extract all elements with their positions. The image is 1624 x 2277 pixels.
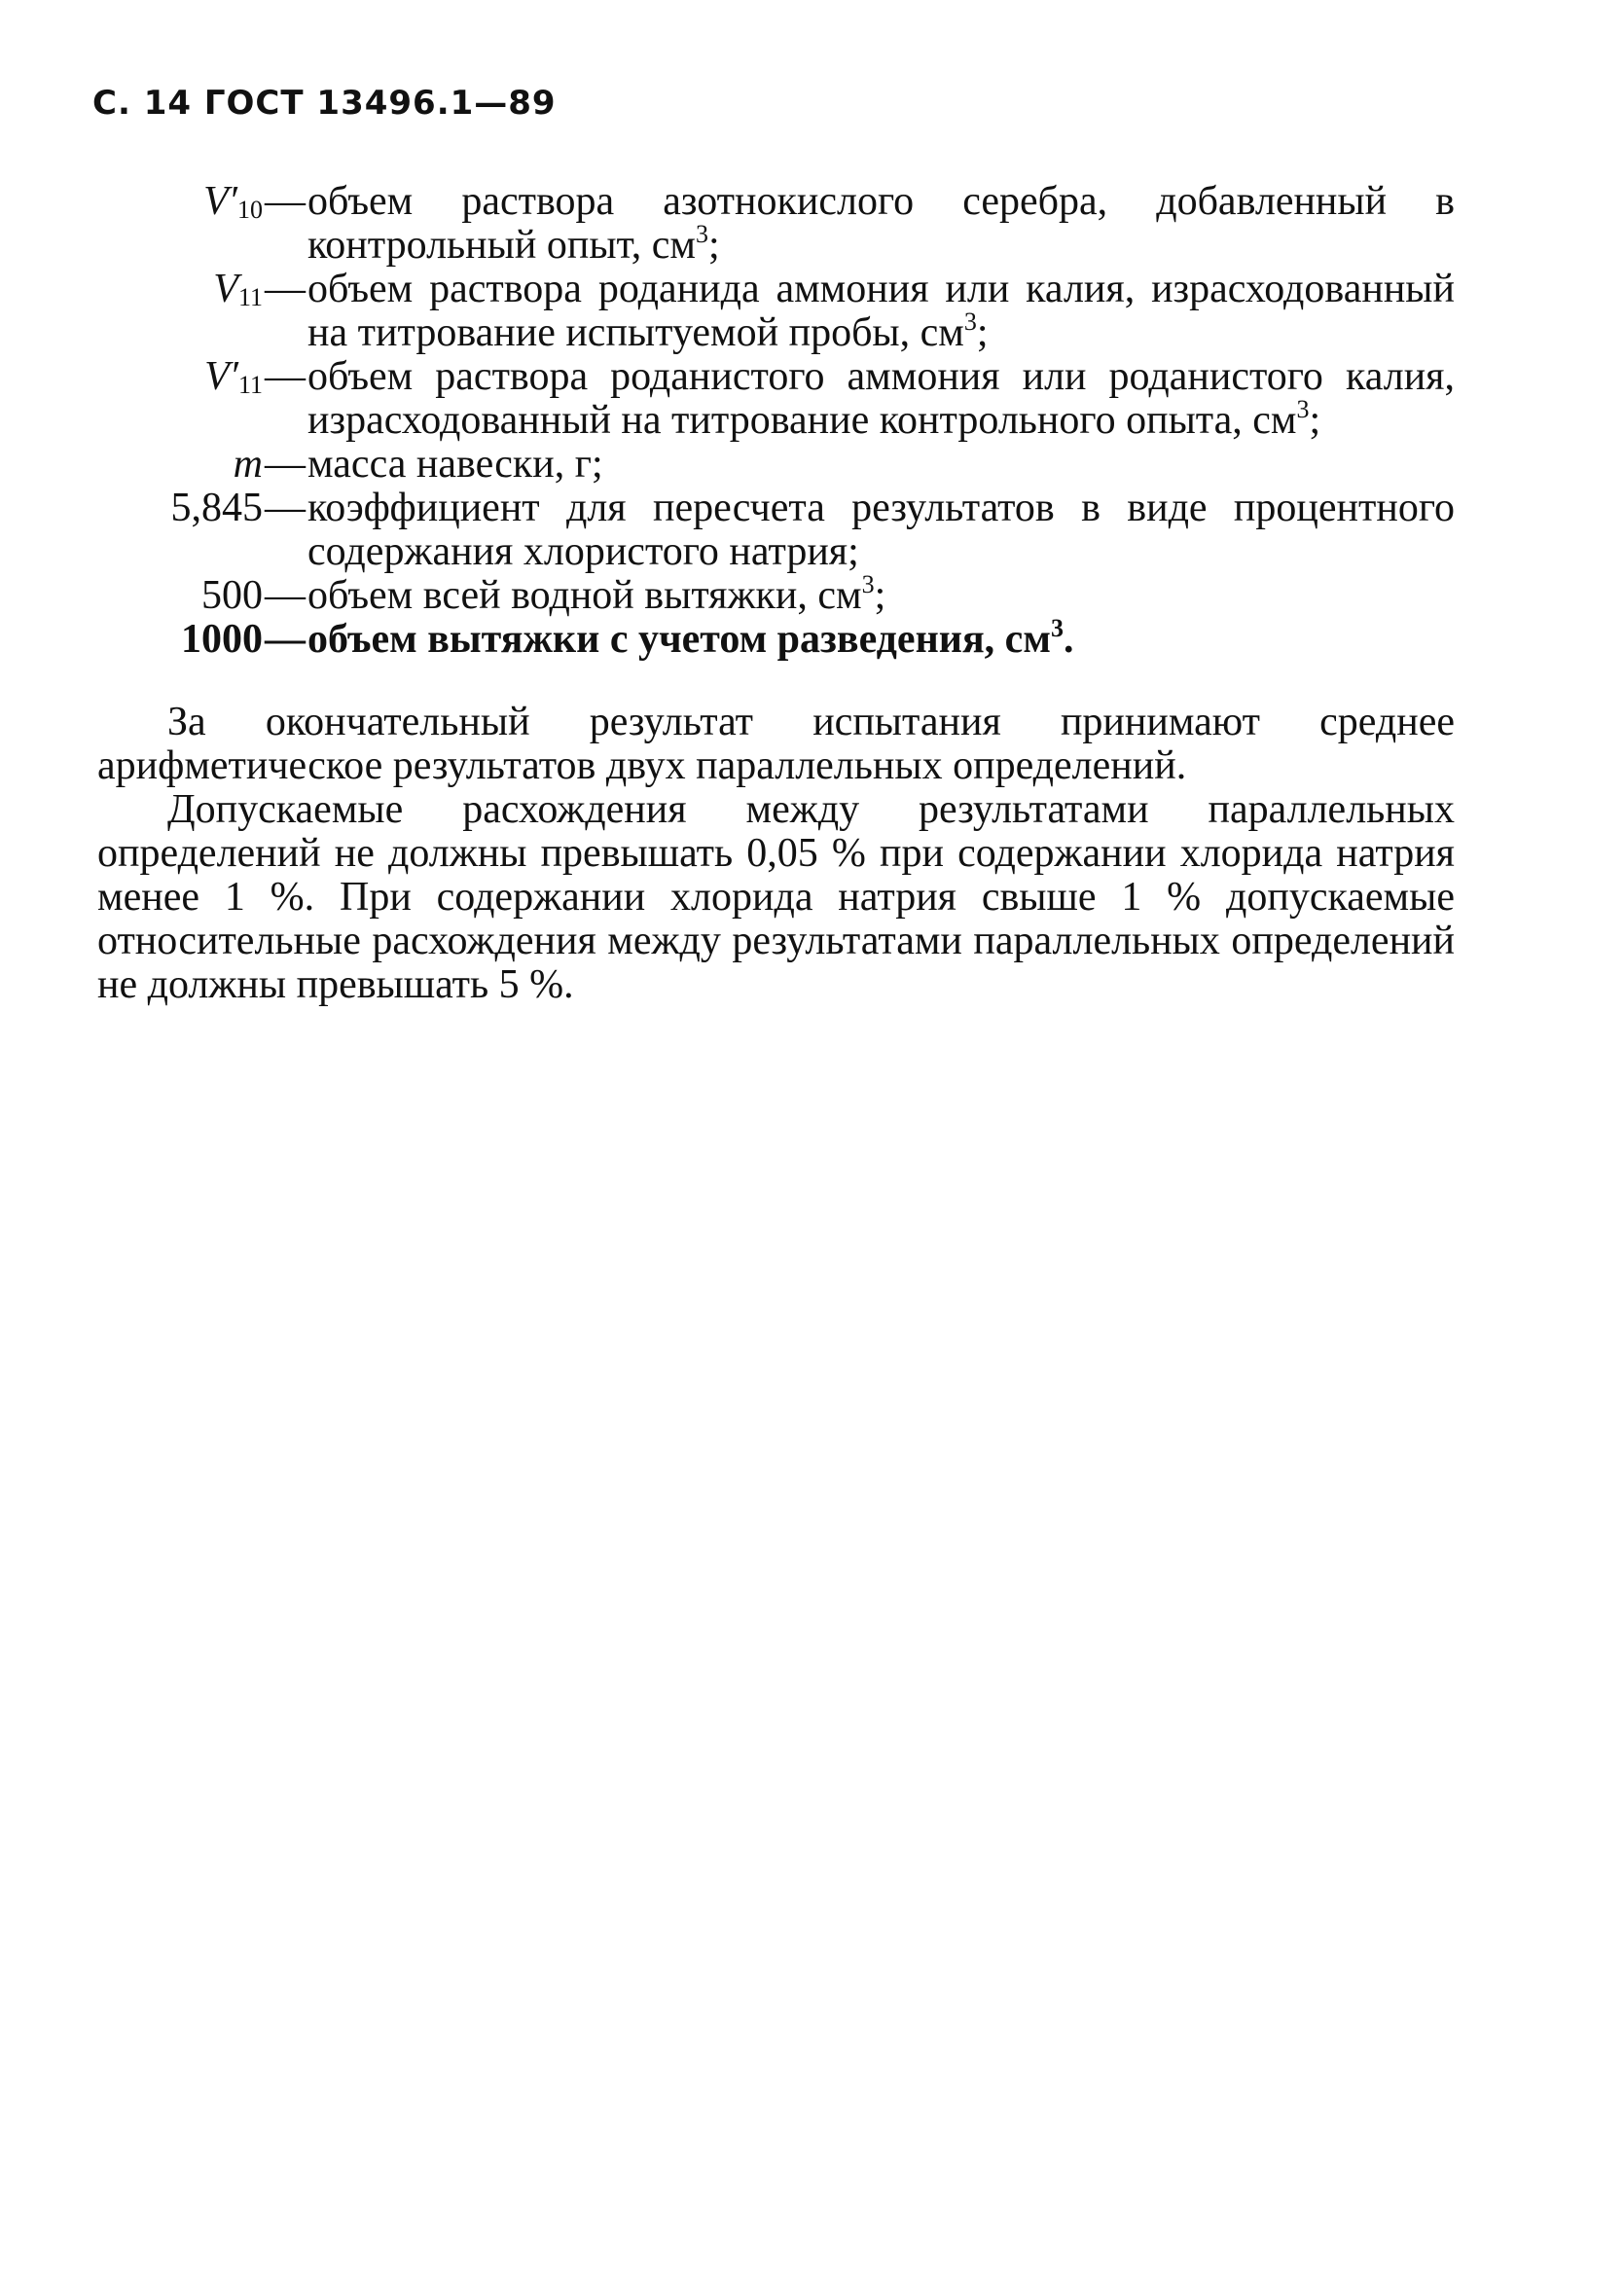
paragraph: Допускаемые расхождения между результатами параллельных определений не должны превышать 0,05 % при содержании хлорида натрия менее 1 %. При содержании хлорида натрия свыше 1 % допускаемые относительные расхождения между результатами параллельных определений не должны превышать 5 %. (97, 787, 1455, 1007)
definition-dash: — (265, 179, 306, 224)
definition-item (78, 487, 1455, 574)
definition-dash: — (265, 486, 306, 530)
definition-item (78, 355, 1455, 443)
definition-symbol: 500 (201, 573, 263, 618)
definition-text: масса навески, г; (307, 442, 603, 487)
definition-dash: — (265, 573, 306, 618)
definition-text: объем раствора роданида аммония или калия, израсходованный на титрование испытуемой пробы, $см^3$; (307, 267, 1455, 355)
definition-item (78, 614, 1455, 662)
definition-dash: — (265, 267, 306, 311)
definition-dash: — (265, 354, 306, 399)
definition-text: объем раствора роданистого аммония или роданистого калия, израсходованный на титрование контрольного опыта, $см^3$; (307, 354, 1455, 443)
definition-item (78, 443, 1455, 487)
definition-symbol: 1000 (181, 617, 263, 662)
definition-symbol: m (233, 442, 263, 487)
definition-dash: — (265, 617, 306, 662)
definition-symbol: $V_{11}$ (213, 267, 263, 311)
definitions-list (78, 180, 1455, 662)
page-header: С. 14 ГОСТ 13496.1—89 (92, 84, 557, 123)
definition-symbol: 5,845 (170, 486, 263, 530)
definition-text: объем вытяжки с учетом разведения, $см^3$. (307, 614, 1074, 662)
definition-dash: — (265, 442, 306, 487)
definition-text: коэффициент для пересчета результатов в виде процентного содержания хлористого натрия; (307, 486, 1455, 574)
definition-item (78, 570, 1455, 618)
definition-text: объем всей водной вытяжки, $см^3$; (307, 570, 886, 618)
definition-item (78, 180, 1455, 268)
definition-symbol: $V'_{10}$ (203, 179, 263, 224)
paragraph: За окончательный результат испытания принимают среднее арифметическое результатов двух параллельных определений. (97, 700, 1455, 788)
definition-text: объем раствора азотнокислого серебра, добавленный в контрольный опыт, $см^3$; (307, 179, 1455, 268)
definition-symbol: $V'_{11}$ (204, 354, 263, 399)
body-text (97, 701, 1455, 1007)
definition-item (78, 268, 1455, 355)
